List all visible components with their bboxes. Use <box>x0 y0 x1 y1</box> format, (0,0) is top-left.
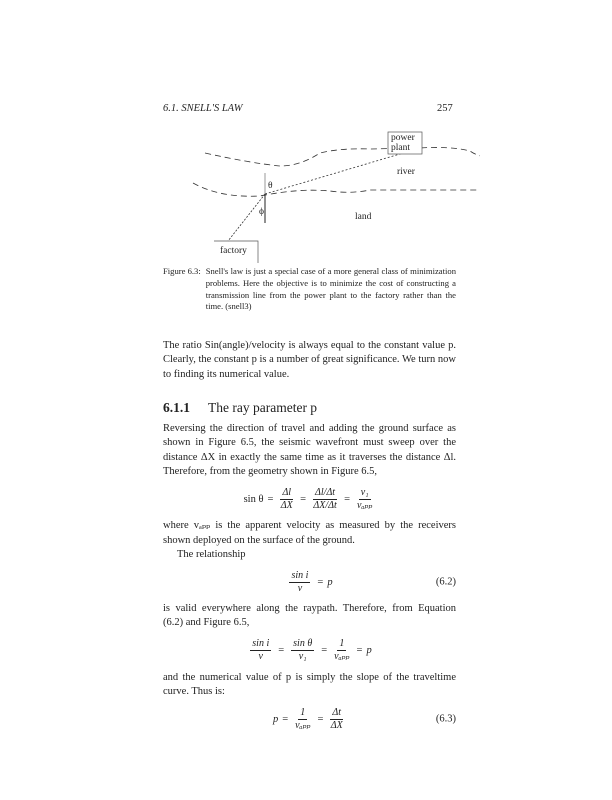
figure-caption-row <box>163 266 456 313</box>
land-label: land <box>355 212 372 222</box>
paragraph: The relationship <box>177 548 246 560</box>
figure-caption: Snell's law is just a special case of a more general class of minimization problems. Here the objective is to minimize the cost of constructing a transmission line from the power plant to the factory rather than the time. (snell3) <box>205 266 456 312</box>
phi-label: ϕ <box>259 207 265 217</box>
paragraph: where vₐₚₚ is the apparent velocity as measured by the receivers shown deployed on the surface of the ground. <box>163 520 456 546</box>
power-plant-label: power plant <box>391 133 415 153</box>
section-title: The ray parameter p <box>208 400 318 416</box>
figure-caption-label: Figure 6.3: <box>163 266 201 276</box>
factory-label: factory <box>220 246 247 256</box>
river-label: river <box>397 167 415 177</box>
section-number: 6.1.1 <box>163 400 190 416</box>
paragraph: and the numerical value of p is simply the slope of the traveltime curve. Thus is: <box>163 671 456 698</box>
equation-snell-relation: $\frac{\text{sin i}}{v}$ = $\frac{\text{sin θ}}{\text{v₁}}$ = $\frac{1}{\text{vₐₚₚ}}$ = p <box>252 638 372 663</box>
equation-6-2: $\frac{\text{sin i}}{v}$ = p <box>291 569 333 594</box>
equation-sin-theta-row <box>163 485 456 513</box>
paragraph: Reversing the direction of travel and adding the ground surface as shown in Figure 6.5, the seismic wavefront must sweep over the distance ΔX in exactly the same time as it traverses the distance Δl. Therefore, from the geometry shown in Figure 6.5, <box>163 423 456 477</box>
paragraph: is valid everywhere along the raypath. Therefore, from Equation (6.2) and Figure 6.5, <box>163 603 456 629</box>
equation-number: (6.3) <box>435 713 456 725</box>
body-text <box>163 266 456 739</box>
paragraph: The ratio Sin(angle)/velocity is always equal to the constant value p. Clearly, the constant p is a number of great significance. We turn now to finding its numerical value. <box>163 340 456 380</box>
theta-label: θ <box>268 181 273 191</box>
equation-6-2-row <box>163 568 456 596</box>
equation-number: (6.2) <box>435 576 456 588</box>
running-header-section: 6.1. SNELL'S LAW <box>163 103 243 114</box>
section-heading <box>163 400 456 416</box>
equation-6-3-row <box>163 705 456 733</box>
equation-6-3: p = $\frac{1}{\text{vₐₚₚ}}$ = $\frac{\Delta t}{\Delta X}$ <box>272 706 343 731</box>
equation-snell-relation-row <box>163 637 456 665</box>
equation-sin-theta: sin θ = $\frac{\Delta l}{\Delta X}$ = $\frac{\Delta l/\Delta t}{\Delta X/\Delta t}$ = $\frac{\text{v₁}}{\text{vₐₚₚ}}$ <box>243 486 373 511</box>
page-number: 257 <box>437 103 453 114</box>
snells-law-figure <box>190 128 480 263</box>
